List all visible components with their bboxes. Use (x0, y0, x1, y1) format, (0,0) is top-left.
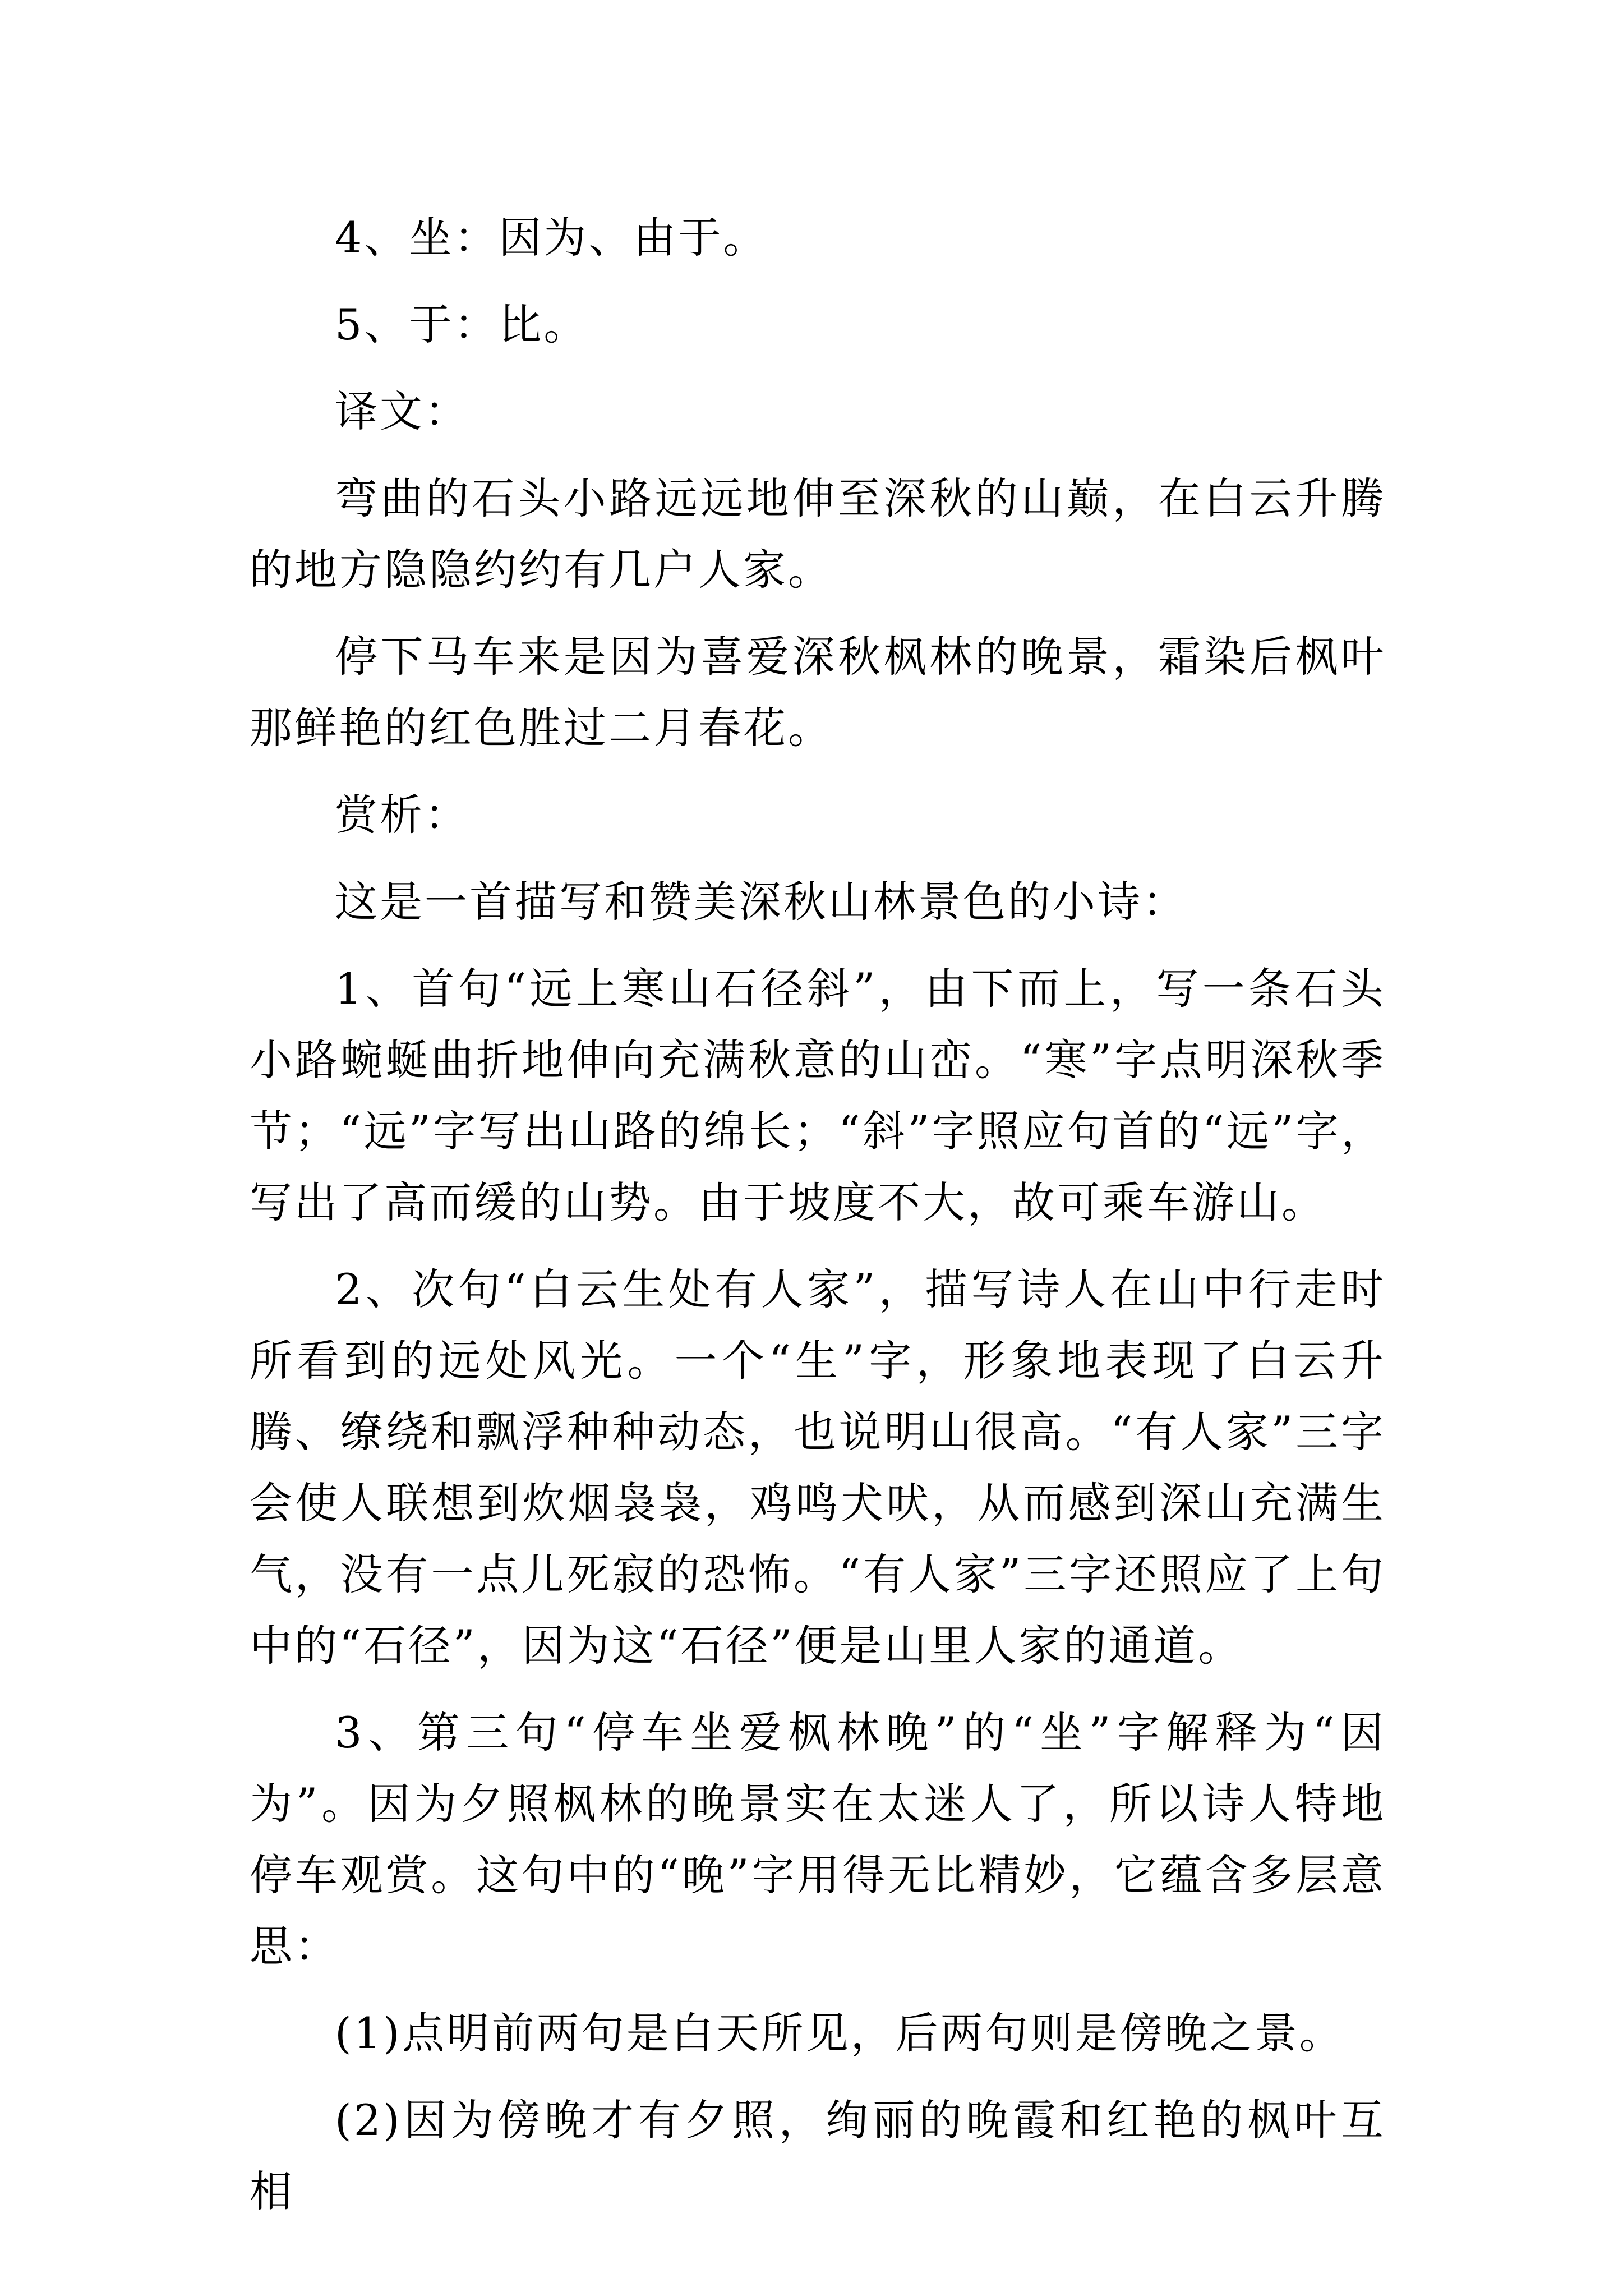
note-item-4: 4、坐：因为、由于。 (335, 213, 768, 263)
translation-paragraph: 停下马车来是因为喜爱深秋枫林的晚景，霜染后枫叶那鲜艳的红色胜过二月春花。 (250, 632, 1386, 753)
translation-heading: 译文： (335, 386, 469, 436)
appreciation-heading: 赏析： (335, 790, 469, 840)
note-item-5: 5、于：比。 (335, 300, 589, 349)
appreciation-paragraph: 2、次句“白云生处有人家”，描写诗人在山中行走时所看到的远处风光。一个“生”字，形象地表现了白云升腾、缭绕和飘浮种种动态，也说明山很高。“有人家”三字会使人联想到炊烟袅袅，鸡鸣犬吠，从而感到深山充满生气，没有一点儿死寂的恐怖。“有人家”三字还照应了上句中的“石径”，因为这“石径”便是山里人家的通道。 (250, 1264, 1386, 1671)
translation-paragraph: 弯曲的石头小路远远地伸至深秋的山巅，在白云升腾的地方隐隐约约有几户人家。 (250, 473, 1386, 595)
appreciation-paragraph: 3、第三句“停车坐爱枫林晚”的“坐”字解释为“因为”。因为夕照枫林的晚景实在太迷人了，所以诗人特地停车观赏。这句中的“晚”字用得无比精妙，它蕴含多层意思： (250, 1708, 1386, 1971)
appreciation-paragraph: 1、首句“远上寒山石径斜”，由下而上，写一条石头小路蜿蜒曲折地伸向充满秋意的山峦。“寒”字点明深秋季节；“远”字写出山路的绵长；“斜”字照应句首的“远”字，写出了高而缓的山势。由于坡度不大，故可乘车游山。 (250, 964, 1386, 1227)
sub-point: (1)点明前两句是白天所见，后两句则是傍晚之景。 (335, 2008, 1344, 2058)
appreciation-intro: 这是一首描写和赞美深秋山林景色的小诗： (335, 877, 1187, 927)
body-text (250, 202, 1386, 2243)
sub-point: (2)因为傍晚才有夕照，绚丽的晚霞和红艳的枫叶互相 (250, 2095, 1386, 2216)
